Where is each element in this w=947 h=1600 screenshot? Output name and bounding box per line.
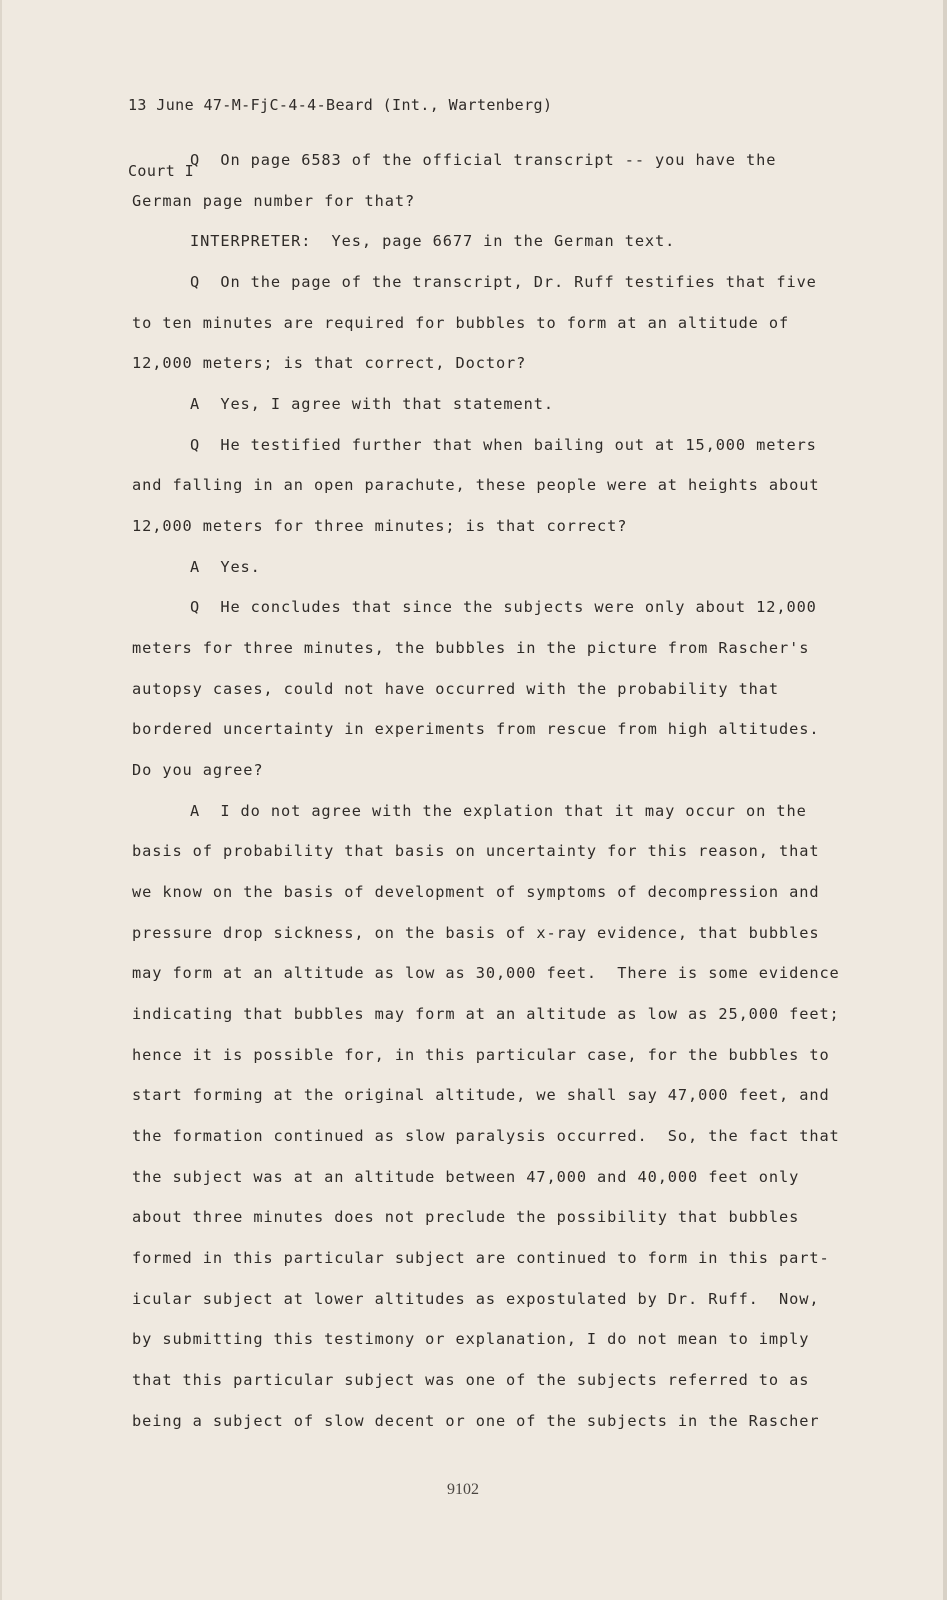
text-line: Q On the page of the transcript, Dr. Ruff testifies that five	[190, 273, 817, 291]
text-line: that this particular subject was one of the subjects referred to as	[132, 1371, 810, 1389]
text-line: being a subject of slow decent or one of the subjects in the Rascher	[132, 1412, 820, 1430]
text-line: Q He concludes that since the subjects were only about 12,000	[190, 598, 817, 616]
text-line: basis of probability that basis on uncertainty for this reason, that	[132, 842, 820, 860]
text-line: Q On page 6583 of the official transcript -- you have the	[190, 151, 777, 169]
text-line: meters for three minutes, the bubbles in the picture from Rascher's	[132, 639, 810, 657]
header-line-2: Court I	[128, 162, 195, 180]
text-line: start forming at the original altitude, we shall say 47,000 feet, and	[132, 1086, 830, 1104]
text-line: may form at an altitude as low as 30,000 feet. There is some evidence	[132, 964, 840, 982]
text-line: hence it is possible for, in this particular case, for the bubbles to	[132, 1046, 830, 1064]
text-line: pressure drop sickness, on the basis of x-ray evidence, that bubbles	[132, 924, 820, 942]
text-line: bordered uncertainty in experiments from rescue from high altitudes.	[132, 720, 820, 738]
text-line: about three minutes does not preclude the possibility that bubbles	[132, 1208, 800, 1226]
text-line: 12,000 meters for three minutes; is that correct?	[132, 517, 628, 535]
text-line: A Yes, I agree with that statement.	[190, 395, 554, 413]
text-line: Do you agree?	[132, 761, 264, 779]
text-line: indicating that bubbles may form at an altitude as low as 25,000 feet;	[132, 1005, 840, 1023]
text-line: the subject was at an altitude between 47,000 and 40,000 feet only	[132, 1168, 800, 1186]
text-line: Q He testified further that when bailing out at 15,000 meters	[190, 436, 817, 454]
text-line: icular subject at lower altitudes as expostulated by Dr. Ruff. Now,	[132, 1290, 820, 1308]
page-number: 9102	[447, 1481, 479, 1498]
text-line: A I do not agree with the explation that it may occur on the	[190, 802, 807, 820]
text-line: formed in this particular subject are continued to form in this part-	[132, 1249, 830, 1267]
text-line: German page number for that?	[132, 192, 416, 210]
text-line: and falling in an open parachute, these people were at heights about	[132, 476, 820, 494]
text-line: we know on the basis of development of symptoms of decompression and	[132, 883, 820, 901]
text-line: autopsy cases, could not have occurred with the probability that	[132, 680, 780, 698]
text-line: A Yes.	[190, 558, 261, 576]
header-line-1: 13 June 47-M-FjC-4-4-Beard (Int., Wartenberg)	[128, 96, 553, 114]
text-line: by submitting this testimony or explanation, I do not mean to imply	[132, 1330, 810, 1348]
text-line: INTERPRETER: Yes, page 6677 in the German text.	[190, 232, 676, 250]
text-line: to ten minutes are required for bubbles to form at an altitude of	[132, 314, 790, 332]
text-line: the formation continued as slow paralysis occurred. So, the fact that	[132, 1127, 840, 1145]
text-line: 12,000 meters; is that correct, Doctor?	[132, 354, 527, 372]
